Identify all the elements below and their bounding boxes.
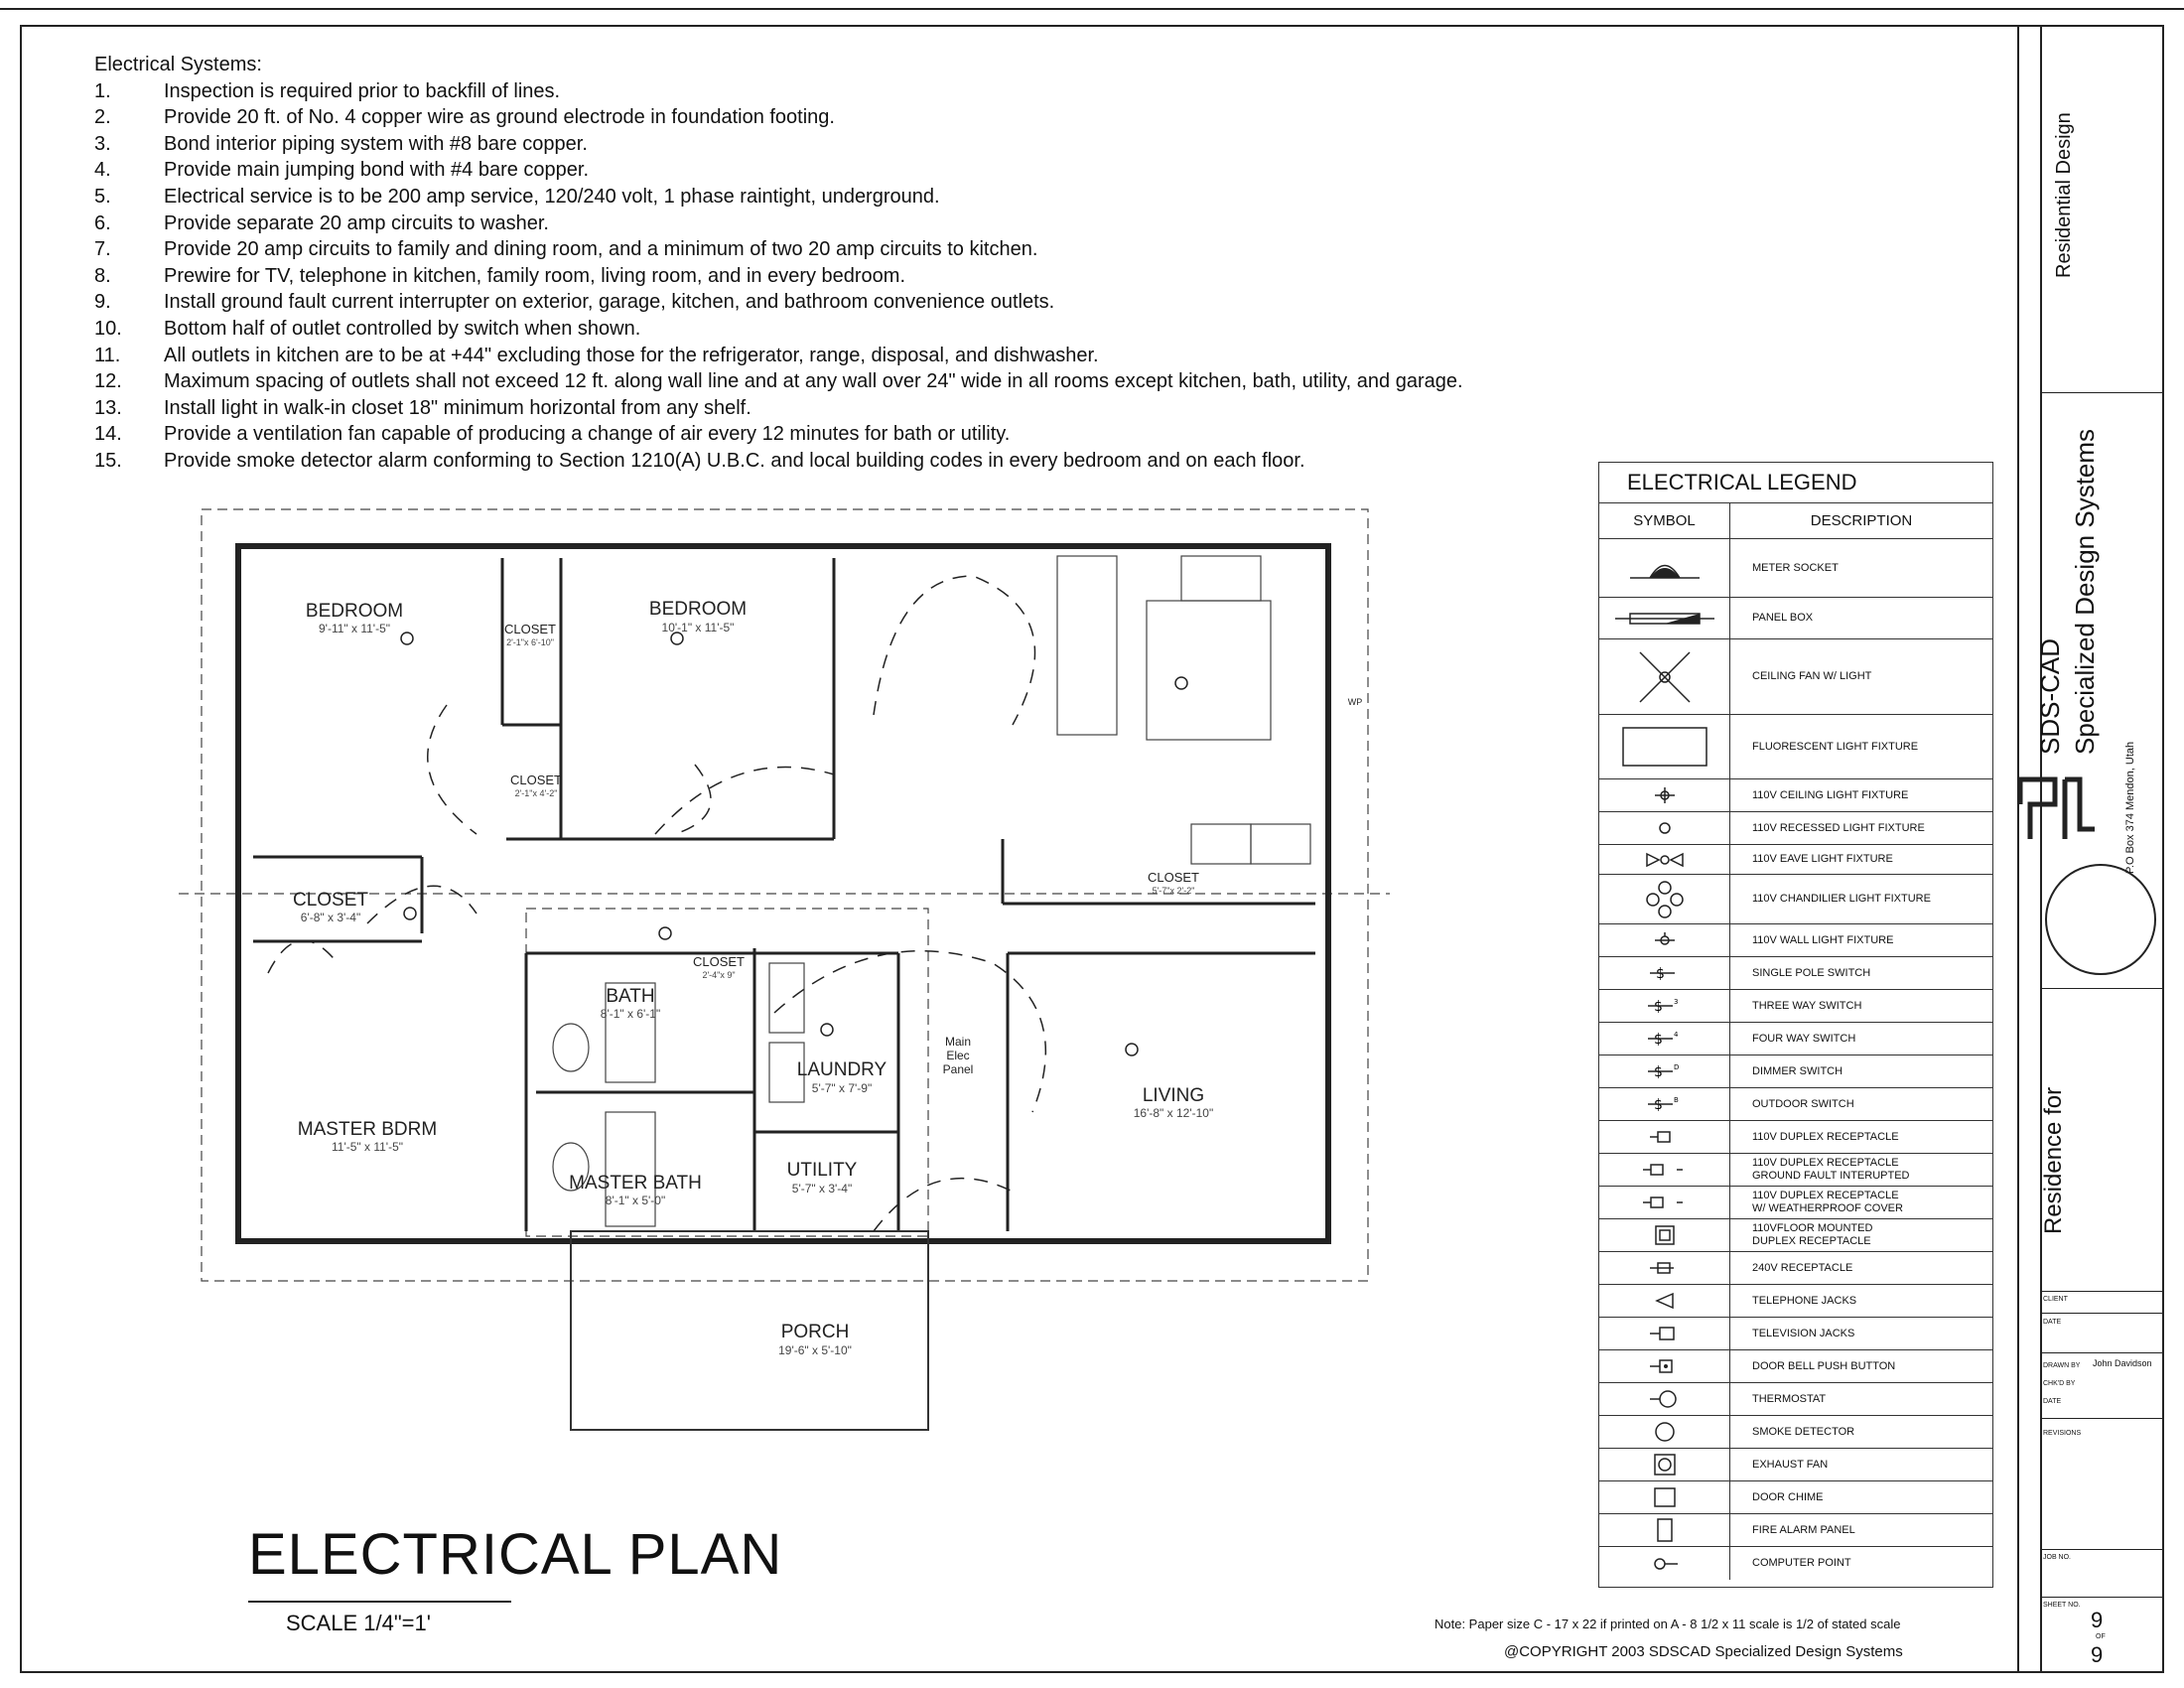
room-porch-dim: 19'-6" x 5'-10" — [778, 1343, 852, 1357]
note-item — [94, 78, 1583, 105]
note-number: 12. — [94, 370, 122, 393]
room-master-bath: MASTER BATH — [569, 1173, 702, 1194]
dryer — [769, 963, 804, 1033]
title-block-divider — [2040, 988, 2164, 989]
legend-row — [1599, 1318, 1992, 1350]
circuit-wire — [428, 705, 477, 834]
note-item — [94, 448, 1583, 475]
legend-row — [1599, 779, 1992, 812]
legend-description: 240V RECEPTACLE — [1752, 1261, 1853, 1274]
door-bell-icon — [1599, 1350, 1730, 1382]
fluorescent-icon — [1599, 715, 1730, 778]
wp-receptacle-icon — [1599, 1187, 1730, 1218]
ceiling-light-icon — [401, 633, 413, 644]
note-text: Provide separate 20 amp circuits to washer. — [164, 211, 549, 234]
legend-description: DOOR BELL PUSH BUTTON — [1752, 1359, 1896, 1372]
gfi-receptacle-icon — [1599, 1154, 1730, 1186]
legend-row — [1599, 957, 1992, 990]
title-block-divider — [2040, 1313, 2164, 1314]
meter-socket-icon — [1599, 539, 1730, 597]
legend-row — [1599, 639, 1992, 715]
legend-description: 110V RECESSED LIGHT FIXTURE — [1752, 821, 1925, 834]
eave-light-icon — [1599, 845, 1730, 874]
plan-title-rule — [248, 1601, 511, 1603]
note-number: 11. — [94, 344, 121, 366]
legend-description: TELEPHONE JACKS — [1752, 1294, 1857, 1307]
range — [1251, 824, 1310, 864]
legend-row — [1599, 1088, 1992, 1121]
legend-description: THREE WAY SWITCH — [1752, 999, 1862, 1012]
note-number: 1. — [94, 79, 111, 102]
legend-row — [1599, 924, 1992, 957]
legend-description: FIRE ALARM PANEL — [1752, 1523, 1855, 1536]
plan-scale: SCALE 1/4"=1' — [286, 1611, 431, 1635]
circuit-wire — [268, 940, 338, 973]
note-item — [94, 131, 1583, 158]
note-text: Provide 20 ft. of No. 4 copper wire as ground electrode in foundation footing. — [164, 106, 835, 129]
ceiling-light-icon — [1599, 779, 1730, 811]
legend-row — [1599, 1121, 1992, 1154]
exhaust-fan-icon — [1599, 1449, 1730, 1480]
legend-description: OUTDOOR SWITCH — [1752, 1097, 1854, 1110]
legend-row — [1599, 539, 1992, 598]
legend-description: FOUR WAY SWITCH — [1752, 1032, 1856, 1045]
sheet-total: 9 — [2091, 1642, 2104, 1667]
electrical-notes — [94, 52, 1583, 475]
room-closet-4: CLOSET — [692, 954, 746, 969]
single-pole-switch-icon — [1599, 957, 1730, 989]
room-closet-5: CLOSET — [1147, 870, 1200, 885]
recessed-light-icon — [1599, 812, 1730, 844]
circuit-wire — [874, 576, 1035, 725]
seal-circle — [2045, 864, 2156, 975]
room-bedroom-2: BEDROOM — [648, 599, 748, 620]
note-number: 7. — [94, 238, 111, 261]
svg-text:$: $ — [1653, 1064, 1663, 1080]
legend-row — [1599, 1547, 1992, 1580]
note-item — [94, 236, 1583, 263]
room-closet-3: CLOSET — [292, 890, 369, 911]
note-number: 9. — [94, 291, 111, 314]
note-text: Prewire for TV, telephone in kitchen, family room, living room, and in every bedroom. — [164, 264, 906, 287]
legend-description: 110V CHANDILIER LIGHT FIXTURE — [1752, 893, 1931, 905]
note-text: All outlets in kitchen are to be at +44" excluding those for the refrigerator, range, disposal, and dishwasher. — [164, 344, 1099, 366]
legend-row — [1599, 1023, 1992, 1055]
legend-row — [1599, 1219, 1992, 1252]
ceiling-light-icon — [1126, 1044, 1138, 1055]
note-text: Bond interior piping system with #8 bare copper. — [164, 132, 588, 155]
legend-row — [1599, 715, 1992, 779]
note-number: 3. — [94, 132, 111, 155]
note-text: Inspection is required prior to backfill of lines. — [164, 79, 561, 102]
legend-description: DOOR CHIME — [1752, 1490, 1824, 1503]
legend-column-headers — [1599, 503, 1992, 539]
legend-description: TELEVISION JACKS — [1752, 1327, 1855, 1339]
legend-description: EXHAUST FAN — [1752, 1458, 1829, 1471]
telephone-jack-icon — [1599, 1285, 1730, 1317]
main-panel-label-2: Elec — [946, 1049, 970, 1062]
date-label: DATE — [2043, 1319, 2062, 1326]
legend-description: 110V EAVE LIGHT FIXTURE — [1752, 853, 1893, 865]
room-bath-dim: 8'-1" x 6'-1" — [600, 1007, 661, 1021]
note-item — [94, 184, 1583, 211]
panel-box-icon — [1599, 598, 1730, 638]
legend-row — [1599, 1285, 1992, 1318]
legend-row — [1599, 1416, 1992, 1449]
refrigerator — [1191, 824, 1251, 864]
three-way-switch-icon — [1599, 990, 1730, 1022]
legend-description: DIMMER SWITCH — [1752, 1064, 1843, 1077]
legend-description: 110V DUPLEX RECEPTACLE — [1752, 1130, 1899, 1143]
note-item — [94, 316, 1583, 343]
revisions-label: REVISIONS — [2043, 1430, 2082, 1437]
smoke-detector-icon — [1599, 1416, 1730, 1448]
svg-text:B: B — [1673, 1096, 1679, 1104]
ceiling-fan-icon — [1599, 639, 1730, 714]
duplex-receptacle-icon — [1599, 1121, 1730, 1153]
legend-col-symbol: SYMBOL — [1599, 503, 1730, 538]
circuit-wire — [655, 768, 834, 835]
legend-description: 110V WALL LIGHT FIXTURE — [1752, 933, 1894, 946]
sheet-number: 9 — [2091, 1608, 2104, 1632]
title-block-divider — [2040, 1291, 2164, 1292]
legend-description: 110V CEILING LIGHT FIXTURE — [1752, 788, 1909, 801]
kitchen-counter — [1147, 601, 1271, 740]
note-item — [94, 104, 1583, 131]
svg-text:3: 3 — [1673, 998, 1678, 1006]
svg-text:$: $ — [1655, 966, 1665, 982]
legend-description: CEILING FAN W/ LIGHT — [1752, 670, 1872, 682]
plan-title: ELECTRICAL PLAN — [248, 1522, 783, 1587]
note-item — [94, 289, 1583, 316]
legend-row — [1599, 875, 1992, 924]
toilet — [553, 1024, 589, 1071]
circuit-wire — [874, 1179, 1013, 1231]
room-living: LIVING — [1142, 1085, 1205, 1106]
kitchen-counter — [1057, 556, 1117, 735]
note-number: 8. — [94, 264, 111, 287]
chandelier-icon — [1599, 875, 1730, 923]
note-number: 6. — [94, 211, 111, 234]
note-number: 13. — [94, 396, 122, 419]
ceiling-light-icon — [1175, 677, 1187, 689]
note-item — [94, 368, 1583, 395]
note-item — [94, 157, 1583, 184]
legend-row — [1599, 1383, 1992, 1416]
paper-size-note: Note: Paper size C - 17 x 22 if printed on A - 8 1/2 x 11 scale is 1/2 of stated scale — [1434, 1617, 1901, 1631]
ceiling-light-icon — [659, 927, 671, 939]
legend-row — [1599, 990, 1992, 1023]
fire-alarm-icon — [1599, 1514, 1730, 1546]
room-closet-1-dim: 2'-1"x 6'-10" — [506, 637, 554, 647]
room-utility-dim: 5'-7" x 3'-4" — [791, 1182, 853, 1196]
legend-description: PANEL BOX — [1752, 612, 1814, 624]
note-text: Provide main jumping bond with #4 bare copper. — [164, 159, 590, 182]
kitchen-sink — [1181, 556, 1261, 601]
room-closet-3-dim: 6'-8" x 3'-4" — [300, 911, 361, 924]
note-number: 5. — [94, 185, 111, 208]
title-block-divider — [2040, 1418, 2164, 1419]
room-master-bdrm-dim: 11'-5" x 11'-5" — [331, 1140, 404, 1154]
four-way-switch-icon — [1599, 1023, 1730, 1055]
ceiling-light-icon — [821, 1024, 833, 1036]
note-text: Install light in walk-in closet 18" minimum horizontal from any shelf. — [164, 396, 751, 419]
legend-description: THERMOSTAT — [1752, 1392, 1827, 1405]
room-porch: PORCH — [780, 1322, 850, 1342]
room-bath: BATH — [606, 986, 655, 1007]
room-laundry-dim: 5'-7" x 7'-9" — [811, 1081, 873, 1095]
company-logo-icon — [2015, 770, 2105, 849]
company-address: P.O Box 374 Mendon, Utah — [2124, 741, 2136, 874]
dimmer-switch-icon — [1599, 1055, 1730, 1087]
note-text: Provide a ventilation fan capable of producing a change of air every 12 minutes for bath or utility. — [164, 423, 1011, 446]
svg-text:$: $ — [1653, 1032, 1663, 1048]
title-block-divider — [2040, 392, 2164, 393]
note-text: Maximum spacing of outlets shall not exceed 12 ft. along wall line and at any wall over 24" wide in all rooms except kitchen, bath, utility, and garage. — [164, 370, 1463, 393]
room-bedroom-2-dim: 10'-1" x 11'-5" — [661, 621, 735, 634]
floor-receptacle-icon — [1599, 1219, 1730, 1251]
legend-rows — [1599, 539, 1992, 1580]
legend-row — [1599, 1154, 1992, 1187]
client-label: CLIENT — [2043, 1296, 2068, 1303]
note-number: 14. — [94, 423, 122, 446]
svg-text:$: $ — [1653, 999, 1663, 1015]
notes-title: Electrical Systems: — [94, 54, 262, 75]
residence-for-label: Residence for — [2040, 1086, 2067, 1234]
room-master-bdrm: MASTER BDRM — [297, 1119, 438, 1140]
note-text: Provide 20 amp circuits to family and dining room, and a minimum of two 20 amp circuits to kitchen. — [164, 238, 1038, 261]
legend-row — [1599, 1187, 1992, 1219]
legend-description: 110VFLOOR MOUNTED DUPLEX RECEPTACLE — [1752, 1222, 1873, 1247]
note-item — [94, 263, 1583, 290]
notes-list — [94, 78, 1583, 475]
copyright: @COPYRIGHT 2003 SDSCAD Specialized Design Systems — [1504, 1643, 1903, 1660]
wp-label: WP — [1347, 697, 1363, 707]
thermostat-icon — [1599, 1383, 1730, 1415]
note-text: Install ground fault current interrupter on exterior, garage, kitchen, and bathroom convenience outlets. — [164, 291, 1055, 314]
legend-description: SINGLE POLE SWITCH — [1752, 966, 1871, 979]
room-closet-1: CLOSET — [503, 622, 557, 636]
title-block-divider — [2040, 1597, 2164, 1598]
room-closet-2: CLOSET — [509, 773, 563, 787]
note-item — [94, 343, 1583, 369]
legend-col-description: DESCRIPTION — [1810, 512, 1913, 529]
door-chime-icon — [1599, 1481, 1730, 1513]
note-item — [94, 421, 1583, 448]
note-text: Provide smoke detector alarm conforming to Section 1210(A) U.B.C. and local building codes in every bedroom and on each floor. — [164, 449, 1305, 472]
main-panel-label-1: Main — [944, 1035, 972, 1049]
legend-row — [1599, 812, 1992, 845]
company-name-2: Specialized Design Systems — [2070, 428, 2100, 755]
room-closet-4-dim: 2'-4"x 9" — [702, 970, 736, 980]
note-item — [94, 211, 1583, 237]
legend-row — [1599, 1252, 1992, 1285]
legend-row — [1599, 1055, 1992, 1088]
room-master-bath-dim: 8'-1" x 5'-0" — [605, 1194, 666, 1207]
room-closet-2-dim: 2'-1"x 4'-2" — [514, 788, 558, 798]
bathtub — [606, 1112, 655, 1226]
legend-title: ELECTRICAL LEGEND — [1599, 463, 1992, 503]
legend-description: 110V DUPLEX RECEPTACLE GROUND FAULT INTERUPTED — [1752, 1157, 1910, 1182]
room-laundry: LAUNDRY — [796, 1059, 887, 1080]
room-utility: UTILITY — [786, 1160, 858, 1181]
note-number: 2. — [94, 106, 111, 129]
residential-design-label: Residential Design — [2053, 112, 2075, 278]
note-number: 15. — [94, 449, 122, 472]
legend-row — [1599, 1350, 1992, 1383]
note-text: Bottom half of outlet controlled by switch when shown. — [164, 317, 641, 340]
room-bedroom-1: BEDROOM — [305, 601, 404, 622]
legend-description: 110V DUPLEX RECEPTACLE W/ WEATHERPROOF COVER — [1752, 1190, 1903, 1214]
svg-text:4: 4 — [1673, 1031, 1678, 1039]
drawn-by-name: John Davidson — [2093, 1358, 2152, 1368]
note-number: 10. — [94, 317, 122, 340]
svg-text:$: $ — [1653, 1097, 1663, 1113]
sheet-number-label: SHEET NO. — [2043, 1602, 2081, 1609]
of-label: OF — [2096, 1633, 2106, 1640]
ceiling-light-icon — [404, 908, 416, 919]
legend-row — [1599, 1449, 1992, 1481]
porch-slab — [571, 1231, 928, 1430]
company-name-1: SDS-CAD — [2035, 637, 2065, 755]
legend-row — [1599, 598, 1992, 639]
main-panel-label-3: Panel — [942, 1062, 974, 1076]
room-bedroom-1-dim: 9'-11" x 11'-5" — [318, 622, 391, 635]
note-number: 4. — [94, 159, 111, 182]
wall-light-icon — [1599, 924, 1730, 956]
svg-text:D: D — [1673, 1063, 1679, 1071]
top-border-line — [0, 8, 2184, 10]
television-jack-icon — [1599, 1318, 1730, 1349]
computer-point-icon — [1599, 1547, 1730, 1580]
checked-by-label: CHK'D BY — [2043, 1380, 2076, 1387]
title-block-divider — [2040, 1549, 2164, 1550]
floor-plan — [179, 496, 1390, 1440]
legend-description: COMPUTER POINT — [1752, 1557, 1851, 1569]
legend-row — [1599, 845, 1992, 875]
electrical-legend — [1598, 462, 1993, 1588]
date-2-label: DATE — [2043, 1398, 2062, 1405]
legend-description: FLUORESCENT LIGHT FIXTURE — [1752, 740, 1919, 753]
note-text: Electrical service is to be 200 amp service, 120/240 volt, 1 phase raintight, underground. — [164, 185, 940, 208]
240v-receptacle-icon — [1599, 1252, 1730, 1284]
legend-row — [1599, 1481, 1992, 1514]
outdoor-switch-icon — [1599, 1088, 1730, 1120]
note-item — [94, 395, 1583, 422]
room-living-dim: 16'-8" x 12'-10" — [1133, 1106, 1214, 1120]
title-block-divider — [2040, 1352, 2164, 1353]
job-number-label: JOB NO. — [2043, 1554, 2072, 1561]
room-closet-5-dim: 5'-7"x 2'-2" — [1152, 886, 1195, 896]
drawn-by-label: DRAWN BY — [2043, 1362, 2081, 1369]
legend-description: METER SOCKET — [1752, 561, 1839, 574]
legend-description: SMOKE DETECTOR — [1752, 1425, 1855, 1438]
legend-row — [1599, 1514, 1992, 1547]
